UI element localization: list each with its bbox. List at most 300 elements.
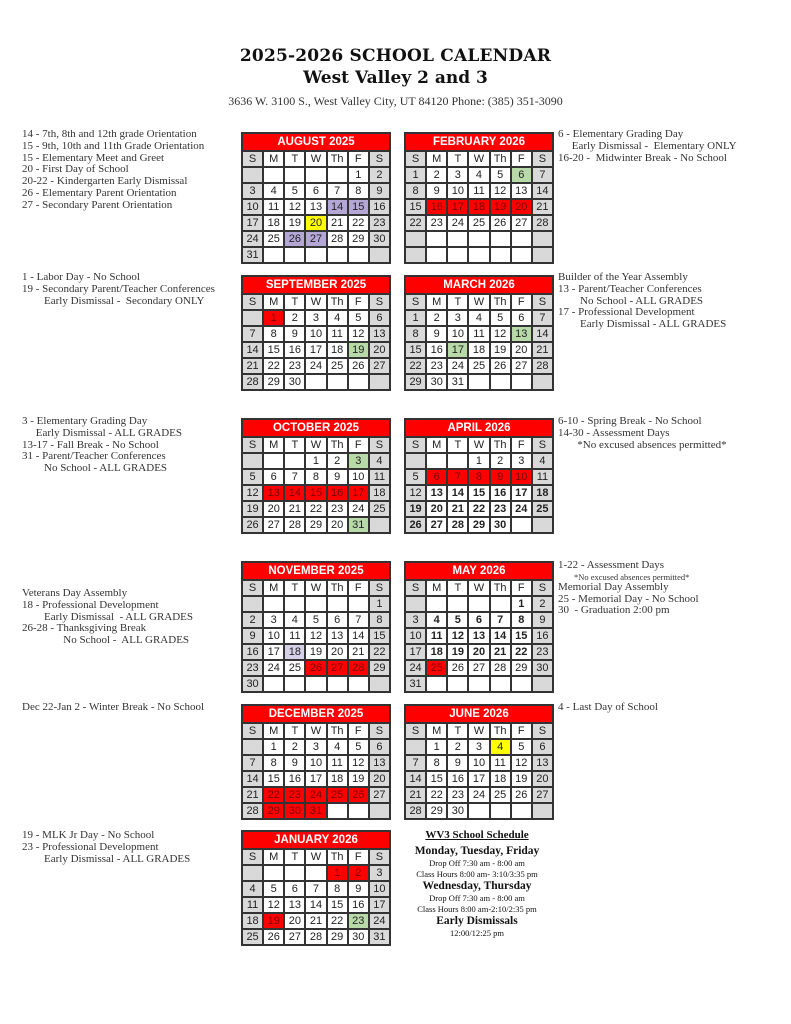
day-cell: 14 xyxy=(406,772,425,786)
day-cell: 1 xyxy=(406,311,425,325)
empty-cell xyxy=(328,168,347,182)
note-line: 15 - Elementary Meet and Greet xyxy=(22,151,165,164)
day-cell: 25 xyxy=(469,216,488,230)
day-cell: 23 xyxy=(243,661,262,675)
empty-cell xyxy=(448,232,467,246)
day-cell: 1 xyxy=(469,454,488,468)
day-cell: 27 xyxy=(306,232,325,246)
weekday-header: S xyxy=(243,581,262,595)
weekday-header: Th xyxy=(328,724,347,738)
weekday-header: W xyxy=(306,152,325,166)
day-cell: 25 xyxy=(328,788,347,802)
day-cell: 25 xyxy=(469,359,488,373)
weekday-header: M xyxy=(264,581,283,595)
note-line: 19 - MLK Jr Day - No School xyxy=(22,829,155,841)
day-cell: 28 xyxy=(349,661,368,675)
empty-cell xyxy=(427,232,446,246)
day-cell: 11 xyxy=(328,756,347,770)
day-cell: 6 xyxy=(512,311,531,325)
weekday-header: W xyxy=(469,438,488,452)
day-cell: 27 xyxy=(512,216,531,230)
weekday-header: S xyxy=(243,724,262,738)
notes-february xyxy=(558,129,737,164)
day-cell: 16 xyxy=(243,645,262,659)
empty-cell xyxy=(491,677,510,691)
weekday-header: Th xyxy=(328,295,347,309)
day-cell: 19 xyxy=(285,216,304,230)
weekday-header: F xyxy=(512,581,531,595)
weekday-header: S xyxy=(370,152,389,166)
day-cell: 19 xyxy=(406,502,425,516)
day-cell: 21 xyxy=(533,200,552,214)
day-cell: 24 xyxy=(512,502,531,516)
empty-cell xyxy=(306,248,325,262)
day-cell: 28 xyxy=(243,375,262,389)
day-cell: 6 xyxy=(328,613,347,627)
empty-cell xyxy=(512,248,531,262)
day-cell: 15 xyxy=(264,772,283,786)
weekday-header: M xyxy=(427,295,446,309)
empty-cell xyxy=(264,248,283,262)
day-cell: 4 xyxy=(427,613,446,627)
day-cell: 9 xyxy=(349,882,368,896)
day-cell: 15 xyxy=(264,343,283,357)
note-line: 30 - Graduation 2:00 pm xyxy=(558,604,670,617)
empty-cell xyxy=(427,454,446,468)
empty-cell xyxy=(370,804,389,818)
day-cell: 21 xyxy=(328,216,347,230)
day-cell: 27 xyxy=(370,788,389,802)
school-schedule xyxy=(402,829,552,939)
weekday-header: T xyxy=(285,850,304,864)
day-cell: 13 xyxy=(512,184,531,198)
month-title: FEBRUARY 2026 xyxy=(406,134,552,152)
day-cell: 2 xyxy=(285,311,304,325)
day-cell: 22 xyxy=(349,216,368,230)
day-cell: 12 xyxy=(491,327,510,341)
calendar-february-2026 xyxy=(404,132,554,264)
calendar-october-2025 xyxy=(241,418,391,534)
weekday-header: S xyxy=(406,724,425,738)
day-cell: 1 xyxy=(328,866,347,880)
day-cell: 27 xyxy=(370,359,389,373)
weekday-header: W xyxy=(306,724,325,738)
notes-january xyxy=(22,830,190,865)
day-cell: 11 xyxy=(370,470,389,484)
day-cell: 30 xyxy=(370,232,389,246)
note-line: Builder of the Year Assembly xyxy=(558,271,688,283)
day-cell: 1 xyxy=(427,740,446,754)
day-cell: 3 xyxy=(406,613,425,627)
empty-cell xyxy=(370,518,389,532)
day-cell: 6 xyxy=(285,882,304,896)
weekday-header: T xyxy=(448,724,467,738)
note-line: 26 - Elementary Parent Orientation xyxy=(22,186,177,199)
day-cell: 11 xyxy=(328,327,347,341)
day-cell: 29 xyxy=(406,375,425,389)
day-cell: 7 xyxy=(491,613,510,627)
day-cell: 7 xyxy=(406,756,425,770)
empty-cell xyxy=(243,311,262,325)
weekday-header: M xyxy=(427,581,446,595)
empty-cell xyxy=(491,375,510,389)
weekday-header: S xyxy=(370,850,389,864)
day-cell: 28 xyxy=(243,804,262,818)
day-cell: 30 xyxy=(448,804,467,818)
school-address: 3636 W. 3100 S., West Valley City, UT 84120 Phone: (385) 351-3090 xyxy=(228,94,563,108)
day-cell: 4 xyxy=(243,882,262,896)
day-cell: 26 xyxy=(448,661,467,675)
day-cell: 5 xyxy=(448,613,467,627)
empty-cell xyxy=(243,168,262,182)
weekday-header: F xyxy=(349,850,368,864)
day-cell: 22 xyxy=(264,359,283,373)
day-cell: 28 xyxy=(285,518,304,532)
day-cell: 16 xyxy=(370,200,389,214)
day-cell: 10 xyxy=(306,756,325,770)
day-cell: 6 xyxy=(370,311,389,325)
note-line: Veterans Day Assembly xyxy=(22,587,128,599)
day-cell: 21 xyxy=(448,502,467,516)
note-line: 16-20 - Midwinter Break - No School xyxy=(558,151,727,164)
day-cell: 21 xyxy=(491,645,510,659)
day-cell: 19 xyxy=(349,343,368,357)
weekday-header: F xyxy=(512,438,531,452)
empty-cell xyxy=(306,375,325,389)
note-line: 14-30 - Assessment Days xyxy=(558,426,670,439)
day-cell: 8 xyxy=(427,756,446,770)
weekday-header: F xyxy=(512,724,531,738)
day-cell: 29 xyxy=(512,661,531,675)
empty-cell xyxy=(306,866,325,880)
empty-cell xyxy=(370,375,389,389)
note-line: *No excused absences permitted* xyxy=(574,571,690,582)
weekday-header: Th xyxy=(328,438,347,452)
note-line: No School - ALL GRADES xyxy=(558,294,704,307)
day-cell: 31 xyxy=(306,804,325,818)
day-cell: 7 xyxy=(243,327,262,341)
note-line: 17 - Professional Development xyxy=(558,306,695,319)
empty-cell xyxy=(427,597,446,611)
day-cell: 12 xyxy=(243,486,262,500)
note-line: Early Dismissal - Elementary ONLY xyxy=(558,139,737,152)
day-cell: 19 xyxy=(448,645,467,659)
empty-cell xyxy=(243,454,262,468)
day-cell: 2 xyxy=(427,168,446,182)
calendar-title: 2025-2026 SCHOOL CALENDAR xyxy=(239,46,552,66)
day-cell: 30 xyxy=(427,375,446,389)
day-cell: 7 xyxy=(328,184,347,198)
day-cell: 10 xyxy=(349,470,368,484)
schedule-group1-dropoff: Drop Off 7:30 am - 8:00 am xyxy=(429,858,525,868)
empty-cell xyxy=(512,677,531,691)
day-cell: 24 xyxy=(264,661,283,675)
day-cell: 14 xyxy=(448,486,467,500)
empty-cell xyxy=(533,677,552,691)
day-cell: 2 xyxy=(243,613,262,627)
note-line: 3 - Elementary Grading Day xyxy=(22,415,148,427)
weekday-header: T xyxy=(448,152,467,166)
day-cell: 9 xyxy=(448,756,467,770)
day-cell: 28 xyxy=(533,216,552,230)
note-line: Early Dismissal - ALL GRADES xyxy=(558,318,727,331)
day-cell: 11 xyxy=(469,184,488,198)
schedule-early-heading: Early Dismissals xyxy=(436,915,518,927)
day-cell: 20 xyxy=(285,914,304,928)
day-cell: 30 xyxy=(533,661,552,675)
calendar-november-2025 xyxy=(241,561,391,693)
day-cell: 22 xyxy=(370,645,389,659)
note-line: 26-28 - Thanksgiving Break xyxy=(22,622,147,635)
day-cell: 15 xyxy=(427,772,446,786)
day-cell: 26 xyxy=(491,359,510,373)
day-cell: 20 xyxy=(328,518,347,532)
day-cell: 17 xyxy=(370,898,389,912)
note-line: 13-17 - Fall Break - No School xyxy=(22,438,159,451)
day-cell: 17 xyxy=(512,486,531,500)
day-cell: 5 xyxy=(243,470,262,484)
day-cell: 13 xyxy=(469,629,488,643)
note-line: Memorial Day Assembly xyxy=(558,580,669,593)
day-cell: 17 xyxy=(306,343,325,357)
weekday-header: S xyxy=(370,438,389,452)
day-cell: 18 xyxy=(491,772,510,786)
day-cell: 31 xyxy=(349,518,368,532)
day-cell: 2 xyxy=(448,740,467,754)
day-cell: 10 xyxy=(306,327,325,341)
calendar-may-2026 xyxy=(404,561,554,693)
day-cell: 3 xyxy=(264,613,283,627)
day-cell: 15 xyxy=(370,629,389,643)
calendar-january-2026 xyxy=(241,830,391,946)
day-cell: 4 xyxy=(285,613,304,627)
day-cell: 13 xyxy=(370,327,389,341)
day-cell: 17 xyxy=(406,645,425,659)
day-cell: 4 xyxy=(370,454,389,468)
day-cell: 25 xyxy=(285,661,304,675)
empty-cell xyxy=(512,232,531,246)
day-cell: 4 xyxy=(264,184,283,198)
weekday-header: S xyxy=(533,295,552,309)
day-cell: 5 xyxy=(406,470,425,484)
day-cell: 12 xyxy=(406,486,425,500)
day-cell: 5 xyxy=(306,613,325,627)
weekday-header: S xyxy=(406,152,425,166)
weekday-header: S xyxy=(533,438,552,452)
empty-cell xyxy=(285,677,304,691)
day-cell: 11 xyxy=(469,327,488,341)
day-cell: 3 xyxy=(448,311,467,325)
day-cell: 17 xyxy=(448,343,467,357)
day-cell: 9 xyxy=(427,184,446,198)
weekday-header: F xyxy=(512,152,531,166)
month-grid xyxy=(406,581,552,691)
day-cell: 12 xyxy=(349,327,368,341)
day-cell: 9 xyxy=(328,470,347,484)
day-cell: 29 xyxy=(349,232,368,246)
notes-august xyxy=(22,129,204,212)
day-cell: 26 xyxy=(406,518,425,532)
day-cell: 24 xyxy=(406,661,425,675)
weekday-header: Th xyxy=(491,581,510,595)
day-cell: 31 xyxy=(448,375,467,389)
day-cell: 10 xyxy=(469,756,488,770)
day-cell: 12 xyxy=(264,898,283,912)
day-cell: 23 xyxy=(349,914,368,928)
schedule-heading: WV3 School Schedule xyxy=(425,829,529,841)
day-cell: 5 xyxy=(491,311,510,325)
month-grid xyxy=(406,438,552,532)
day-cell: 22 xyxy=(406,216,425,230)
month-title: JANUARY 2026 xyxy=(243,832,389,850)
weekday-header: M xyxy=(427,438,446,452)
day-cell: 29 xyxy=(328,930,347,944)
note-line: 23 - Professional Development xyxy=(22,840,159,853)
day-cell: 29 xyxy=(427,804,446,818)
day-cell: 28 xyxy=(448,518,467,532)
day-cell: 28 xyxy=(533,359,552,373)
empty-cell xyxy=(285,168,304,182)
day-cell: 8 xyxy=(370,613,389,627)
weekday-header: F xyxy=(349,438,368,452)
day-cell: 22 xyxy=(469,502,488,516)
day-cell: 16 xyxy=(328,486,347,500)
day-cell: 2 xyxy=(349,866,368,880)
empty-cell xyxy=(306,168,325,182)
day-cell: 10 xyxy=(512,470,531,484)
day-cell: 19 xyxy=(306,645,325,659)
day-cell: 31 xyxy=(243,248,262,262)
weekday-header: S xyxy=(406,295,425,309)
day-cell: 5 xyxy=(285,184,304,198)
day-cell: 4 xyxy=(328,740,347,754)
weekday-header: S xyxy=(533,724,552,738)
notes-december xyxy=(22,702,204,714)
day-cell: 11 xyxy=(285,629,304,643)
day-cell: 3 xyxy=(448,168,467,182)
day-cell: 27 xyxy=(469,661,488,675)
day-cell: 24 xyxy=(306,788,325,802)
empty-cell xyxy=(533,375,552,389)
month-title: NOVEMBER 2025 xyxy=(243,563,389,581)
day-cell: 30 xyxy=(285,375,304,389)
day-cell: 9 xyxy=(370,184,389,198)
day-cell: 21 xyxy=(306,914,325,928)
day-cell: 10 xyxy=(264,629,283,643)
day-cell: 8 xyxy=(512,613,531,627)
day-cell: 12 xyxy=(512,756,531,770)
notes-november xyxy=(22,588,193,647)
weekday-header: Th xyxy=(328,152,347,166)
weekday-header: S xyxy=(533,581,552,595)
schedule-group2-days: Wednesday, Thursday xyxy=(422,880,532,892)
day-cell: 25 xyxy=(243,930,262,944)
weekday-header: F xyxy=(512,295,531,309)
day-cell: 7 xyxy=(533,311,552,325)
day-cell: 22 xyxy=(427,788,446,802)
day-cell: 28 xyxy=(406,804,425,818)
day-cell: 27 xyxy=(427,518,446,532)
note-line: 14 - 7th, 8th and 12th grade Orientation xyxy=(22,128,197,140)
month-title: DECEMBER 2025 xyxy=(243,706,389,724)
empty-cell xyxy=(491,804,510,818)
day-cell: 18 xyxy=(533,486,552,500)
note-line: 15 - 9th, 10th and 11th Grade Orientation xyxy=(22,139,205,152)
day-cell: 23 xyxy=(285,788,304,802)
day-cell: 2 xyxy=(533,597,552,611)
weekday-header: T xyxy=(285,438,304,452)
empty-cell xyxy=(491,597,510,611)
day-cell: 14 xyxy=(306,898,325,912)
notes-october xyxy=(22,416,182,475)
empty-cell xyxy=(427,248,446,262)
day-cell: 12 xyxy=(349,756,368,770)
month-title: AUGUST 2025 xyxy=(243,134,389,152)
empty-cell xyxy=(469,232,488,246)
day-cell: 18 xyxy=(328,772,347,786)
day-cell: 4 xyxy=(533,454,552,468)
empty-cell xyxy=(349,248,368,262)
weekday-header: F xyxy=(349,295,368,309)
weekday-header: W xyxy=(469,581,488,595)
day-cell: 29 xyxy=(306,518,325,532)
empty-cell xyxy=(469,375,488,389)
day-cell: 11 xyxy=(427,629,446,643)
day-cell: 15 xyxy=(406,200,425,214)
weekday-header: M xyxy=(427,724,446,738)
day-cell: 13 xyxy=(512,327,531,341)
month-title: MARCH 2026 xyxy=(406,277,552,295)
day-cell: 2 xyxy=(370,168,389,182)
weekday-header: M xyxy=(264,724,283,738)
calendar-march-2026 xyxy=(404,275,554,391)
day-cell: 24 xyxy=(448,359,467,373)
day-cell: 29 xyxy=(370,661,389,675)
empty-cell xyxy=(349,677,368,691)
day-cell: 16 xyxy=(285,343,304,357)
empty-cell xyxy=(328,804,347,818)
day-cell: 1 xyxy=(406,168,425,182)
day-cell: 12 xyxy=(448,629,467,643)
day-cell: 25 xyxy=(427,661,446,675)
day-cell: 17 xyxy=(243,216,262,230)
day-cell: 9 xyxy=(285,327,304,341)
notes-april xyxy=(558,416,727,451)
empty-cell xyxy=(406,454,425,468)
day-cell: 4 xyxy=(469,168,488,182)
weekday-header: W xyxy=(306,850,325,864)
day-cell: 22 xyxy=(406,359,425,373)
day-cell: 20 xyxy=(328,645,347,659)
day-cell: 6 xyxy=(533,740,552,754)
day-cell: 28 xyxy=(306,930,325,944)
day-cell: 3 xyxy=(306,311,325,325)
schedule-group2-hours: Class Hours 8:00 am-2:10/2:35 pm xyxy=(417,904,537,914)
empty-cell xyxy=(491,232,510,246)
day-cell: 8 xyxy=(264,756,283,770)
note-line: 25 - Memorial Day - No School xyxy=(558,592,699,605)
day-cell: 24 xyxy=(469,788,488,802)
day-cell: 6 xyxy=(264,470,283,484)
weekday-header: S xyxy=(243,850,262,864)
day-cell: 15 xyxy=(406,343,425,357)
day-cell: 16 xyxy=(427,343,446,357)
day-cell: 23 xyxy=(328,502,347,516)
weekday-header: F xyxy=(349,152,368,166)
empty-cell xyxy=(328,375,347,389)
weekday-header: F xyxy=(349,581,368,595)
weekday-header: F xyxy=(349,724,368,738)
